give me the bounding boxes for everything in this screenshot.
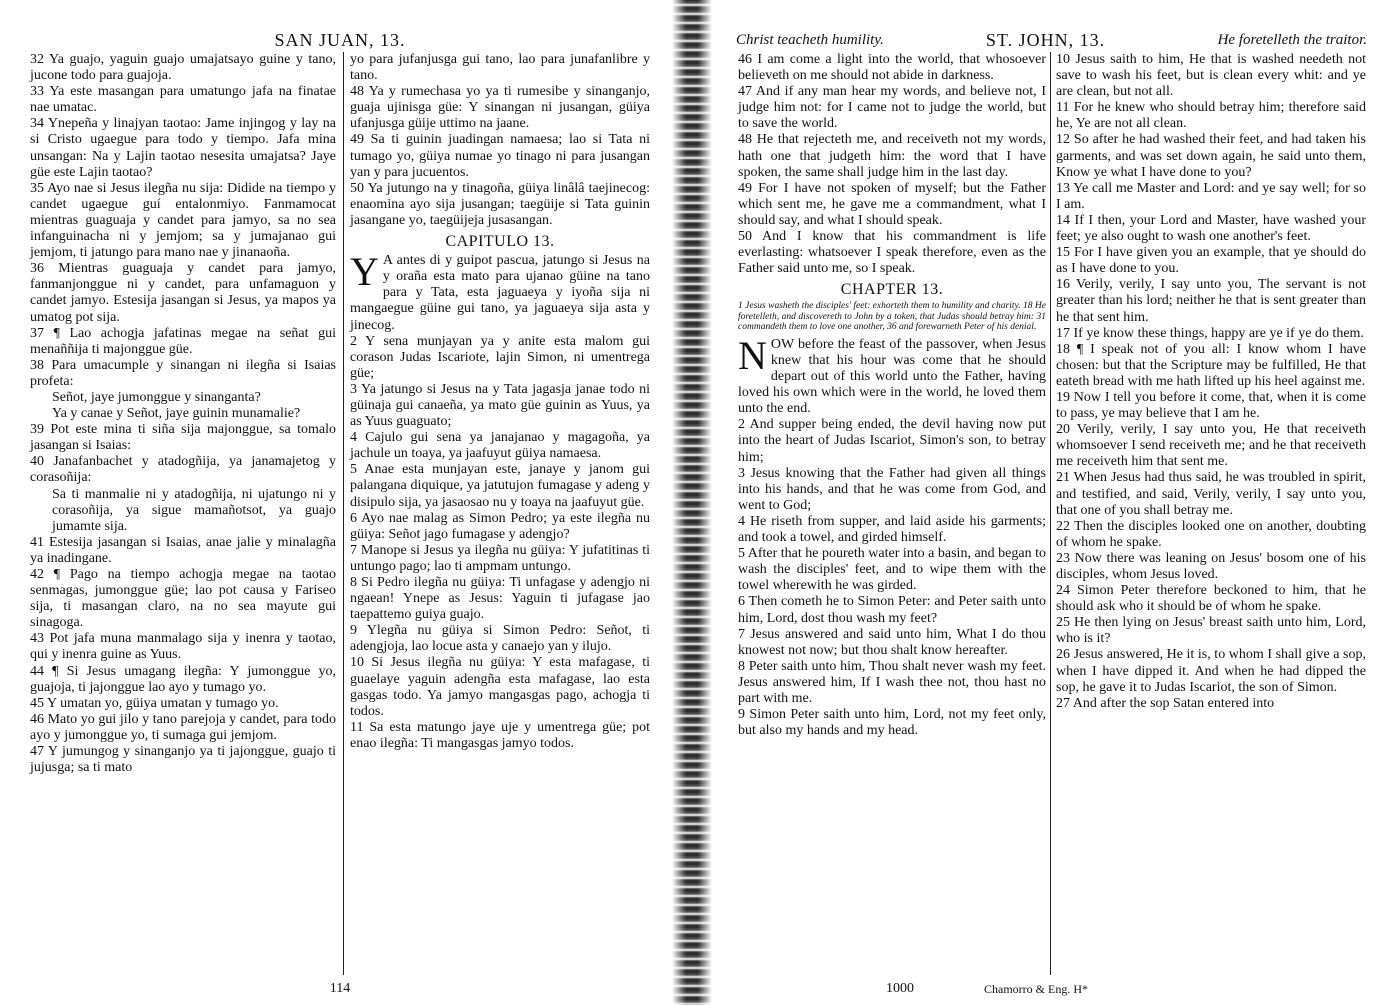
verse-paragraph [350, 334, 650, 382]
verse-paragraph [30, 406, 336, 422]
verse-text: 7 Manope si Jesus ya ilegña nu güiya: Y jufatitinas ti untungo pago; lao ti ampmam untungo. [350, 542, 650, 574]
verse-text: 21 When Jesus had thus said, he was troubled in spirit, and testified, and said, Verily, verily, I say unto you, that one of you shall betray me. [1056, 470, 1366, 518]
verse-paragraph [350, 623, 650, 655]
verse-text: 18 ¶ I speak not of you all: I know whom I have chosen: but that the Scripture may be fulfilled, He that eateth bread with me hath lifted up his heel against me. [1056, 341, 1366, 389]
verse-paragraph [738, 229, 1046, 277]
right-column-1 [738, 52, 1046, 975]
verse-paragraph [350, 84, 650, 132]
verse-text: 5 After that he poureth water into a basin, and began to wash the disciples' feet, and to wipe them with the towel wherewith he was girded. [738, 546, 1046, 594]
verse-text: 3 Ya jatungo si Jesus na y Tata jagasja janae todo ni güinaja gui canaeña, ya mato güe guinin as Yuus, ya as Yuus guaguato; [350, 381, 650, 430]
verse-paragraph [30, 326, 336, 358]
verse-paragraph [350, 462, 650, 510]
verse-text: 3 Jesus knowing that the Father had given all things into his hands, and that he was come from God, and went to God; [738, 465, 1046, 513]
verse-text: 45 Y umatan yo, güiya umatan y tumago yo. [30, 695, 279, 711]
verse-paragraph [30, 567, 336, 631]
left-column-2 [350, 52, 650, 975]
verse-text: 8 Si Pedro ilegña nu güiya: Ti unfagase y adengjo ni ngaean! Ynepe as Jesus: Yaguin ti jufagase jao taepattemo guiya guajo. [350, 575, 650, 623]
right-column-2 [1056, 52, 1366, 975]
verse-text: 2 Y sena munjayan ya y anite esta malom gui corason Judas Iscariote, lajin Simon, ni umentrega güe; [350, 333, 650, 381]
chapter-heading: CHAPTER 13. [840, 281, 944, 299]
verse-text: 6 Then cometh he to Simon Peter: and Peter saith unto him, Lord, dost thou wash my feet? [738, 594, 1046, 626]
verse-paragraph [1056, 181, 1366, 213]
verse-paragraph [1056, 277, 1366, 325]
verse-paragraph [350, 132, 650, 180]
verse-text: 47 And if any man hear my words, and believe not, I judge him not: for I came not to judge the world, but to save the world. [738, 84, 1046, 132]
verse-paragraph [30, 422, 336, 454]
verse-text: 10 Si Jesus ilegña nu güiya: Y esta mafagase, ti guaelaye yaguin adengña esta mafagase, lao esta gasgas todo. Ya jamyo mangasgas pago, achogja ti todos. [350, 655, 650, 719]
verse-paragraph [1056, 132, 1366, 180]
verse-paragraph [1056, 696, 1366, 712]
right-footer-note: Chamorro & Eng. H* [984, 982, 1088, 996]
left-header-title: SAN JUAN, 13. [274, 30, 406, 50]
right-header-left: Christ teacheth humility. [736, 32, 884, 48]
verse-paragraph [30, 535, 336, 567]
verse-paragraph [1056, 551, 1366, 583]
verse-text: 25 He then lying on Jesus' breast saith unto him, Lord, who is it? [1056, 615, 1366, 647]
verse-text: 48 He that rejecteth me, and receiveth not my words, hath one that judgeth him: the word that I have spoken, the same shall judge him in the last day. [738, 132, 1046, 180]
verse-text: A antes di y guipot pascua, jatungo si Jesus na y oraña esta mato para ujanao güine na tano para y Tata, esta jaguaeya y iyoña sija ni mangaegue güine gui tano, ya jaguaeya sija asta y jinecog. [350, 253, 650, 333]
verse-text: 4 Cajulo gui sena ya janajanao y magagoña, ya jachule un toaya, ya jaafuyut güiya namaesa. [350, 430, 650, 462]
verse-paragraph [350, 720, 650, 752]
verse-text: 22 Then the disciples looked one on another, doubting of whom he spake. [1056, 518, 1366, 550]
verse-text: 2 And supper being ended, the devil having now put into the heart of Judas Iscariot, Simon's son, to betray him; [738, 417, 1046, 465]
verse-text: 14 If I then, your Lord and Master, have washed your feet; ye also ought to wash one another's feet. [1056, 212, 1366, 245]
verse-paragraph [738, 417, 1046, 465]
verse-text: 48 Ya y rumechasa yo ya ti rumesibe y sinanganjo, guaja ujinisga güe: Y sinangan ni jusangan, güiya ufanjusga güije uttimo na jaane. [350, 84, 650, 132]
left-column-divider [343, 52, 344, 975]
verse-paragraph [30, 116, 336, 180]
verse-paragraph [1056, 615, 1366, 647]
verse-paragraph [738, 332, 1046, 417]
verse-text: OW before the feast of the passover, when Jesus knew that his hour was come that he should depart out of this world unto the Father, having loved his own which were in the world, he loved them unto the end. [738, 336, 1046, 417]
verse-paragraph [1056, 100, 1366, 132]
verse-text: 43 Pot jafa muna manmalago sija y inenra y taotao, qui y inenra guine as Yuus. [30, 631, 336, 663]
verse-paragraph [738, 627, 1046, 659]
verse-paragraph [738, 84, 1046, 132]
drop-cap: N [738, 332, 767, 378]
verse-paragraph [30, 744, 336, 776]
verse-paragraph [738, 514, 1046, 546]
verse-paragraph [350, 181, 650, 229]
verse-text: 19 Now I tell you before it come, that, when it is come to pass, ye may believe that I am he. [1056, 389, 1366, 422]
verse-text: 47 Y jumungog y sinanganjo ya ti jajonggue, guajo ti jujusga; sa ti mato [30, 744, 336, 776]
verse-paragraph [30, 664, 336, 696]
verse-text: 11 For he knew who should betray him; therefore said he, Ye are not all clean. [1056, 100, 1366, 132]
verse-text: 16 Verily, verily, I say unto you, The servant is not greater than his lord; neither he that is sent greater than he that sent him. [1056, 277, 1366, 325]
verse-paragraph [1056, 519, 1366, 551]
verse-text: 9 Simon Peter saith unto him, Lord, not my feet only, but also my hands and my head. [738, 707, 1046, 739]
verse-text: 15 For I have given you an example, that ye should do as I have done to you. [1056, 245, 1366, 277]
verse-paragraph [350, 249, 650, 333]
verse-text: 49 Sa ti guinin juadingan namaesa; lao si Tata ni tumago yo, güiya numae yo tinago ni para jusangan yan y para jucuentos. [350, 132, 650, 180]
verse-paragraph [350, 655, 650, 719]
right-header-title: ST. JOHN, 13. [985, 30, 1106, 50]
verse-text: 24 Simon Peter therefore beckoned to him, that he should ask who it should be of whom he spake. [1056, 583, 1366, 615]
right-column-divider [1050, 52, 1051, 975]
verse-text: 4 He riseth from supper, and laid aside his garments; and took a towel, and girded himself. [738, 513, 1046, 546]
verse-text: 44 ¶ Si Jesus umagang ilegña: Y jumonggue yo, guajoja, ti jajonggue lao ayo y tumago yo. [30, 663, 336, 695]
verse-paragraph [738, 594, 1046, 626]
verse-paragraph [350, 52, 650, 84]
verse-text: 35 Ayo nae si Jesus ilegña nu sija: Didide na tiempo y candet ugaegue guí entalonmiyo. Fanmamocat mientras guaguaja y candet para jamyo, sa no sea infanguinacha ni y jemjom; sa y jumajanao gui jemjom, ti jatungo para mano nae y jinanaoña. [30, 180, 336, 261]
left-page [0, 0, 680, 1005]
verse-paragraph [30, 181, 336, 261]
verse-paragraph [350, 575, 650, 623]
verse-paragraph [30, 487, 336, 535]
verse-text: 49 For I have not spoken of myself; but the Father which sent me, he gave me a commandment, what I should say, and what I should speak. [738, 180, 1046, 228]
verse-paragraph [350, 543, 650, 575]
verse-paragraph [1056, 583, 1366, 615]
right-running-header [706, 30, 1385, 54]
verse-paragraph [30, 52, 336, 84]
verse-text: 41 Estesija jasangan si Isaias, anae jalie y minalagña ya inadingane. [30, 534, 336, 566]
verse-text: 39 Pot este mina ti siña sija majonggue, sa tomalo jasangan si Isaias: [30, 422, 336, 454]
verse-paragraph [738, 52, 1046, 84]
verse-paragraph [1056, 245, 1366, 277]
verse-text: 33 Ya este masangan para umatungo jafa na finatae nae umatac. [30, 84, 336, 116]
verse-paragraph [30, 261, 336, 325]
verse-text: 27 And after the sop Satan entered into [1056, 695, 1275, 711]
verse-paragraph [30, 712, 336, 744]
verse-paragraph [738, 466, 1046, 514]
verse-paragraph [1056, 390, 1366, 422]
left-running-header [0, 30, 680, 54]
left-column-1 [30, 52, 336, 975]
verse-paragraph [350, 430, 650, 462]
verse-text: Sa ti manmalie ni y atadogñija, ni ujatungo ni y corasoñija, ya sigue mamañotsot, ya guajo jumamte sija. [52, 486, 336, 534]
verse-paragraph [738, 181, 1046, 229]
verse-paragraph [30, 631, 336, 663]
verse-text: 34 Ynepeña y linajyan taotao: Jame injingog y lay na si Cristo ugaegue para todo y tiempo. Jafa mina unsangan: Na y Lajin taotao nesesita umajatsa? Jaye güe este Lajin taotao? [30, 116, 336, 180]
verse-paragraph [30, 358, 336, 390]
verse-text: 50 Ya jutungo na y tinagoña, güiya linâlâ taejinecog: enaomina ayo sija jusangan; taegüije si Tata guinin jasangane yo, taegüijeja jusasangan. [350, 180, 650, 228]
verse-text: 36 Mientras guaguaja y candet para jamyo, fanmanjonggue ni y candet, para unfamaguon y candet jamyo. Estesija jasangan si Jesus, ya mapos ya umatog pot sija. [30, 261, 336, 325]
drop-cap: Y [350, 249, 379, 295]
verse-paragraph [30, 454, 336, 486]
verse-paragraph [1056, 647, 1366, 695]
verse-paragraph [1056, 326, 1366, 342]
verse-text: 6 Ayo nae malag as Simon Pedro; ya este ilegña nu güiya: Señot jago fumagase y adengjo? [350, 510, 650, 542]
verse-text: 11 Sa esta matungo jaye uje y umentrega güe; pot enao ilegña: Ti mangasgas jamyo todos. [350, 719, 650, 751]
verse-text: 10 Jesus saith to him, He that is washed needeth not save to wash his feet, but is clean every whit: and ye are clean, but not all. [1056, 52, 1366, 100]
chapter-summary: 1 Jesus washeth the disciples' feet: exhorteth them to humility and charity. 18 He foretelleth, and discovereth to John by a token, that Judas should betray him: 31 commandeth them to love one another, 36 and forewarneth Peter of his denial. [738, 301, 1046, 333]
verse-text: 17 If ye know these things, happy are ye if ye do them. [1056, 325, 1364, 341]
verse-paragraph [1056, 470, 1366, 518]
verse-paragraph [30, 84, 336, 116]
verse-paragraph [1056, 52, 1366, 100]
right-page [706, 0, 1385, 1005]
verse-paragraph [738, 546, 1046, 594]
verse-text: yo para jufanjusga gui tano, lao para junafanlibre y tano. [350, 52, 650, 84]
verse-text: 7 Jesus answered and said unto him, What I do thou knowest not now; but thou shalt know hereafter. [738, 626, 1046, 658]
verse-text: 13 Ye call me Master and Lord: and ye say well; for so I am. [1056, 180, 1366, 212]
verse-text: 46 I am come a light into the world, that whosoever believeth on me should not abide in darkness. [738, 52, 1046, 84]
verse-text: 42 ¶ Pago na tiempo achogja megae na taotao senmagas, jumonggue güe; lao pot causa y Fariseo sija, ti masangan claro, na no sea mayute gui sinagoga. [30, 567, 336, 631]
verse-text: 46 Mato yo gui jilo y tano parejoja y candet, para todo ayo y jumonggue yo, ti sumaga gui jemjom. [30, 711, 336, 743]
verse-paragraph [1056, 342, 1366, 390]
verse-paragraph [738, 707, 1046, 739]
verse-text: Ya y canae y Señot, jaye guinin munamalie? [52, 406, 301, 422]
verse-paragraph [350, 382, 650, 430]
verse-text: 9 Ylegña nu güiya si Simon Pedro: Señot, ti adengjoja, lao locue asta y canaejo yan y ilujo. [350, 623, 650, 655]
right-header-right: He foretelleth the traitor. [1217, 32, 1367, 48]
left-page-number: 114 [329, 981, 351, 996]
verse-text: 32 Ya guajo, yaguin guajo umajatsayo guine y tano, jucone todo para guajoja. [30, 52, 336, 84]
chapter-heading: CAPITULO 13. [445, 233, 555, 251]
verse-text: 50 And I know that his commandment is life everlasting: whatsoever I speak therefore, even as the Father said unto me, so I speak. [738, 229, 1046, 277]
verse-paragraph [1056, 422, 1366, 470]
verse-text: Señot, jaye jumonggue y sinanganta? [52, 389, 261, 405]
verse-text: 26 Jesus answered, He it is, to whom I shall give a sop, when I have dipped it. And when he had dipped the sop, he gave it to Judas Iscariot, the son of Simon. [1056, 647, 1366, 695]
verse-text: 23 Now there was leaning on Jesus' bosom one of his disciples, whom Jesus loved. [1056, 550, 1366, 582]
verse-paragraph [350, 511, 650, 543]
verse-text: 12 So after he had washed their feet, and had taken his garments, and was set down again, he said unto them, Know ye what I have done to you? [1056, 132, 1366, 180]
verse-paragraph [738, 132, 1046, 180]
verse-paragraph [30, 696, 336, 712]
verse-paragraph [738, 659, 1046, 707]
right-page-number: 1000 [886, 981, 914, 996]
verse-text: 20 Verily, verily, I say unto you, He that receiveth whomsoever I send receiveth me; and he that receiveth me receiveth him that sent me. [1056, 422, 1366, 470]
verse-text: 5 Anae esta munjayan este, janaye y janom gui palangana diquique, ya jatutujon fumagase y adeng y disipulo sija, ya jasaosao nu y toaya na jaafuyut güe. [350, 462, 650, 510]
verse-text: 37 ¶ Lao achogja jafatinas megae na señat gui menaññija ti majonggue güe. [30, 325, 336, 357]
verse-paragraph [1056, 213, 1366, 245]
verse-text: 8 Peter saith unto him, Thou shalt never wash my feet. Jesus answered him, If I wash thee not, thou hast no part with me. [738, 658, 1046, 706]
verse-paragraph [30, 390, 336, 406]
verse-text: 40 Janafanbachet y atadogñija, ya janamajetog y corasoñija: [30, 454, 336, 486]
verse-text: 38 Para umacumple y sinangan ni ilegña si Isaias profeta: [30, 357, 336, 389]
